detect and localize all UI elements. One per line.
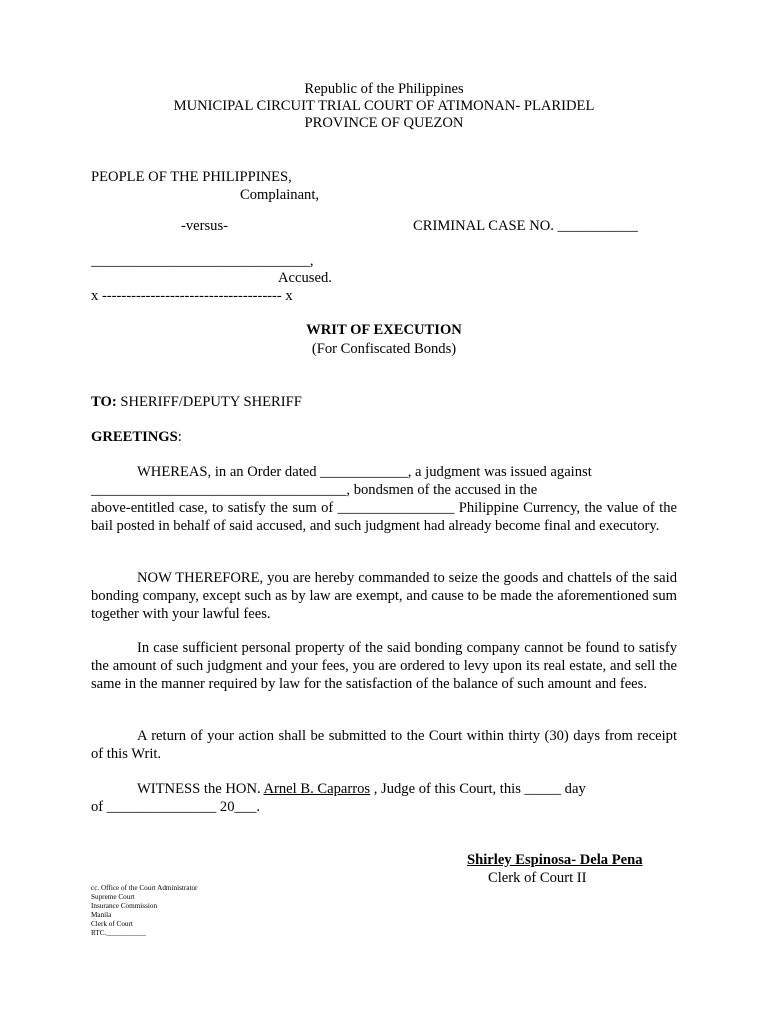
addressee-line xyxy=(91,393,302,411)
greetings-label: GREETINGS xyxy=(91,429,178,445)
cc-line-2: Supreme Court xyxy=(91,893,135,901)
paragraph-2: NOW THEREFORE, you are hereby commanded to seize the goods and chattels of the said bonding company, except such as by law are exempt, and cause to be made the aforementioned sum together with your lawful fees. xyxy=(91,570,677,622)
document-title: WRIT OF EXECUTION xyxy=(306,322,462,338)
header-court: MUNICIPAL CIRCUIT TRIAL COURT OF ATIMONAN- PLARIDEL xyxy=(173,98,595,114)
accused-name-blank: ______________________________, xyxy=(91,253,314,269)
clerk-signature-name: Shirley Espinosa- Dela Pena xyxy=(467,852,643,868)
document-subtitle: (For Confiscated Bonds) xyxy=(311,341,457,357)
paragraph-1-line-2: ___________________________________, bondsmen of the accused in the xyxy=(91,482,538,498)
cc-line-3: Insurance Commission xyxy=(91,902,158,910)
header-province: PROVINCE OF QUEZON xyxy=(304,115,464,131)
addressee-value: SHERIFF/DEPUTY SHERIFF xyxy=(116,394,302,410)
greetings-colon: : xyxy=(177,429,182,445)
to-label: TO: xyxy=(91,394,117,410)
cc-line-6: RTC.___________ xyxy=(91,929,146,937)
paragraph-3: In case sufficient personal property of the said bonding company cannot be found to satisfy the amount of such judgment and your fees, you are ordered to levy upon its real estate, and sell the same in the manner required by law for the satisfaction of the balance of such amount and fees. xyxy=(91,640,677,692)
caption-divider: x ------------------------------------- x xyxy=(91,288,293,304)
paragraph-4: A return of your action shall be submitted to the Court within thirty (30) days from receipt of this Writ. xyxy=(91,728,677,762)
criminal-case-number: CRIMINAL CASE NO. ___________ xyxy=(413,218,638,234)
greetings-line xyxy=(91,428,182,446)
versus-label: -versus- xyxy=(181,218,229,234)
paragraph-1-line-1: WHEREAS, in an Order dated ____________, a judgment was issued against xyxy=(137,464,592,480)
cc-line-5: Clerk of Court xyxy=(91,920,133,928)
paragraph-1-rest: above-entitled case, to satisfy the sum of ________________ Philippine Currency, the value of the bail posted in behalf of said accused, and such judgment had already become final and executory. xyxy=(91,500,677,534)
witness-suffix: , Judge of this Court, this _____ day xyxy=(370,781,586,797)
cc-line-1: cc. Office of the Court Administrator xyxy=(91,884,198,892)
witness-line-2: of _______________ 20___. xyxy=(91,799,261,815)
clerk-title: Clerk of Court II xyxy=(488,870,587,886)
accused-role: Accused. xyxy=(278,270,332,286)
plaintiff-role: Complainant, xyxy=(240,187,320,203)
witness-prefix: WITNESS the HON. xyxy=(137,781,264,797)
plaintiff-name: PEOPLE OF THE PHILIPPINES, xyxy=(91,169,292,185)
witness-line-1 xyxy=(137,780,586,798)
cc-line-4: Manila xyxy=(91,911,112,919)
judge-name: Arnel B. Caparros xyxy=(263,781,371,797)
header-republic: Republic of the Philippines xyxy=(304,81,464,97)
